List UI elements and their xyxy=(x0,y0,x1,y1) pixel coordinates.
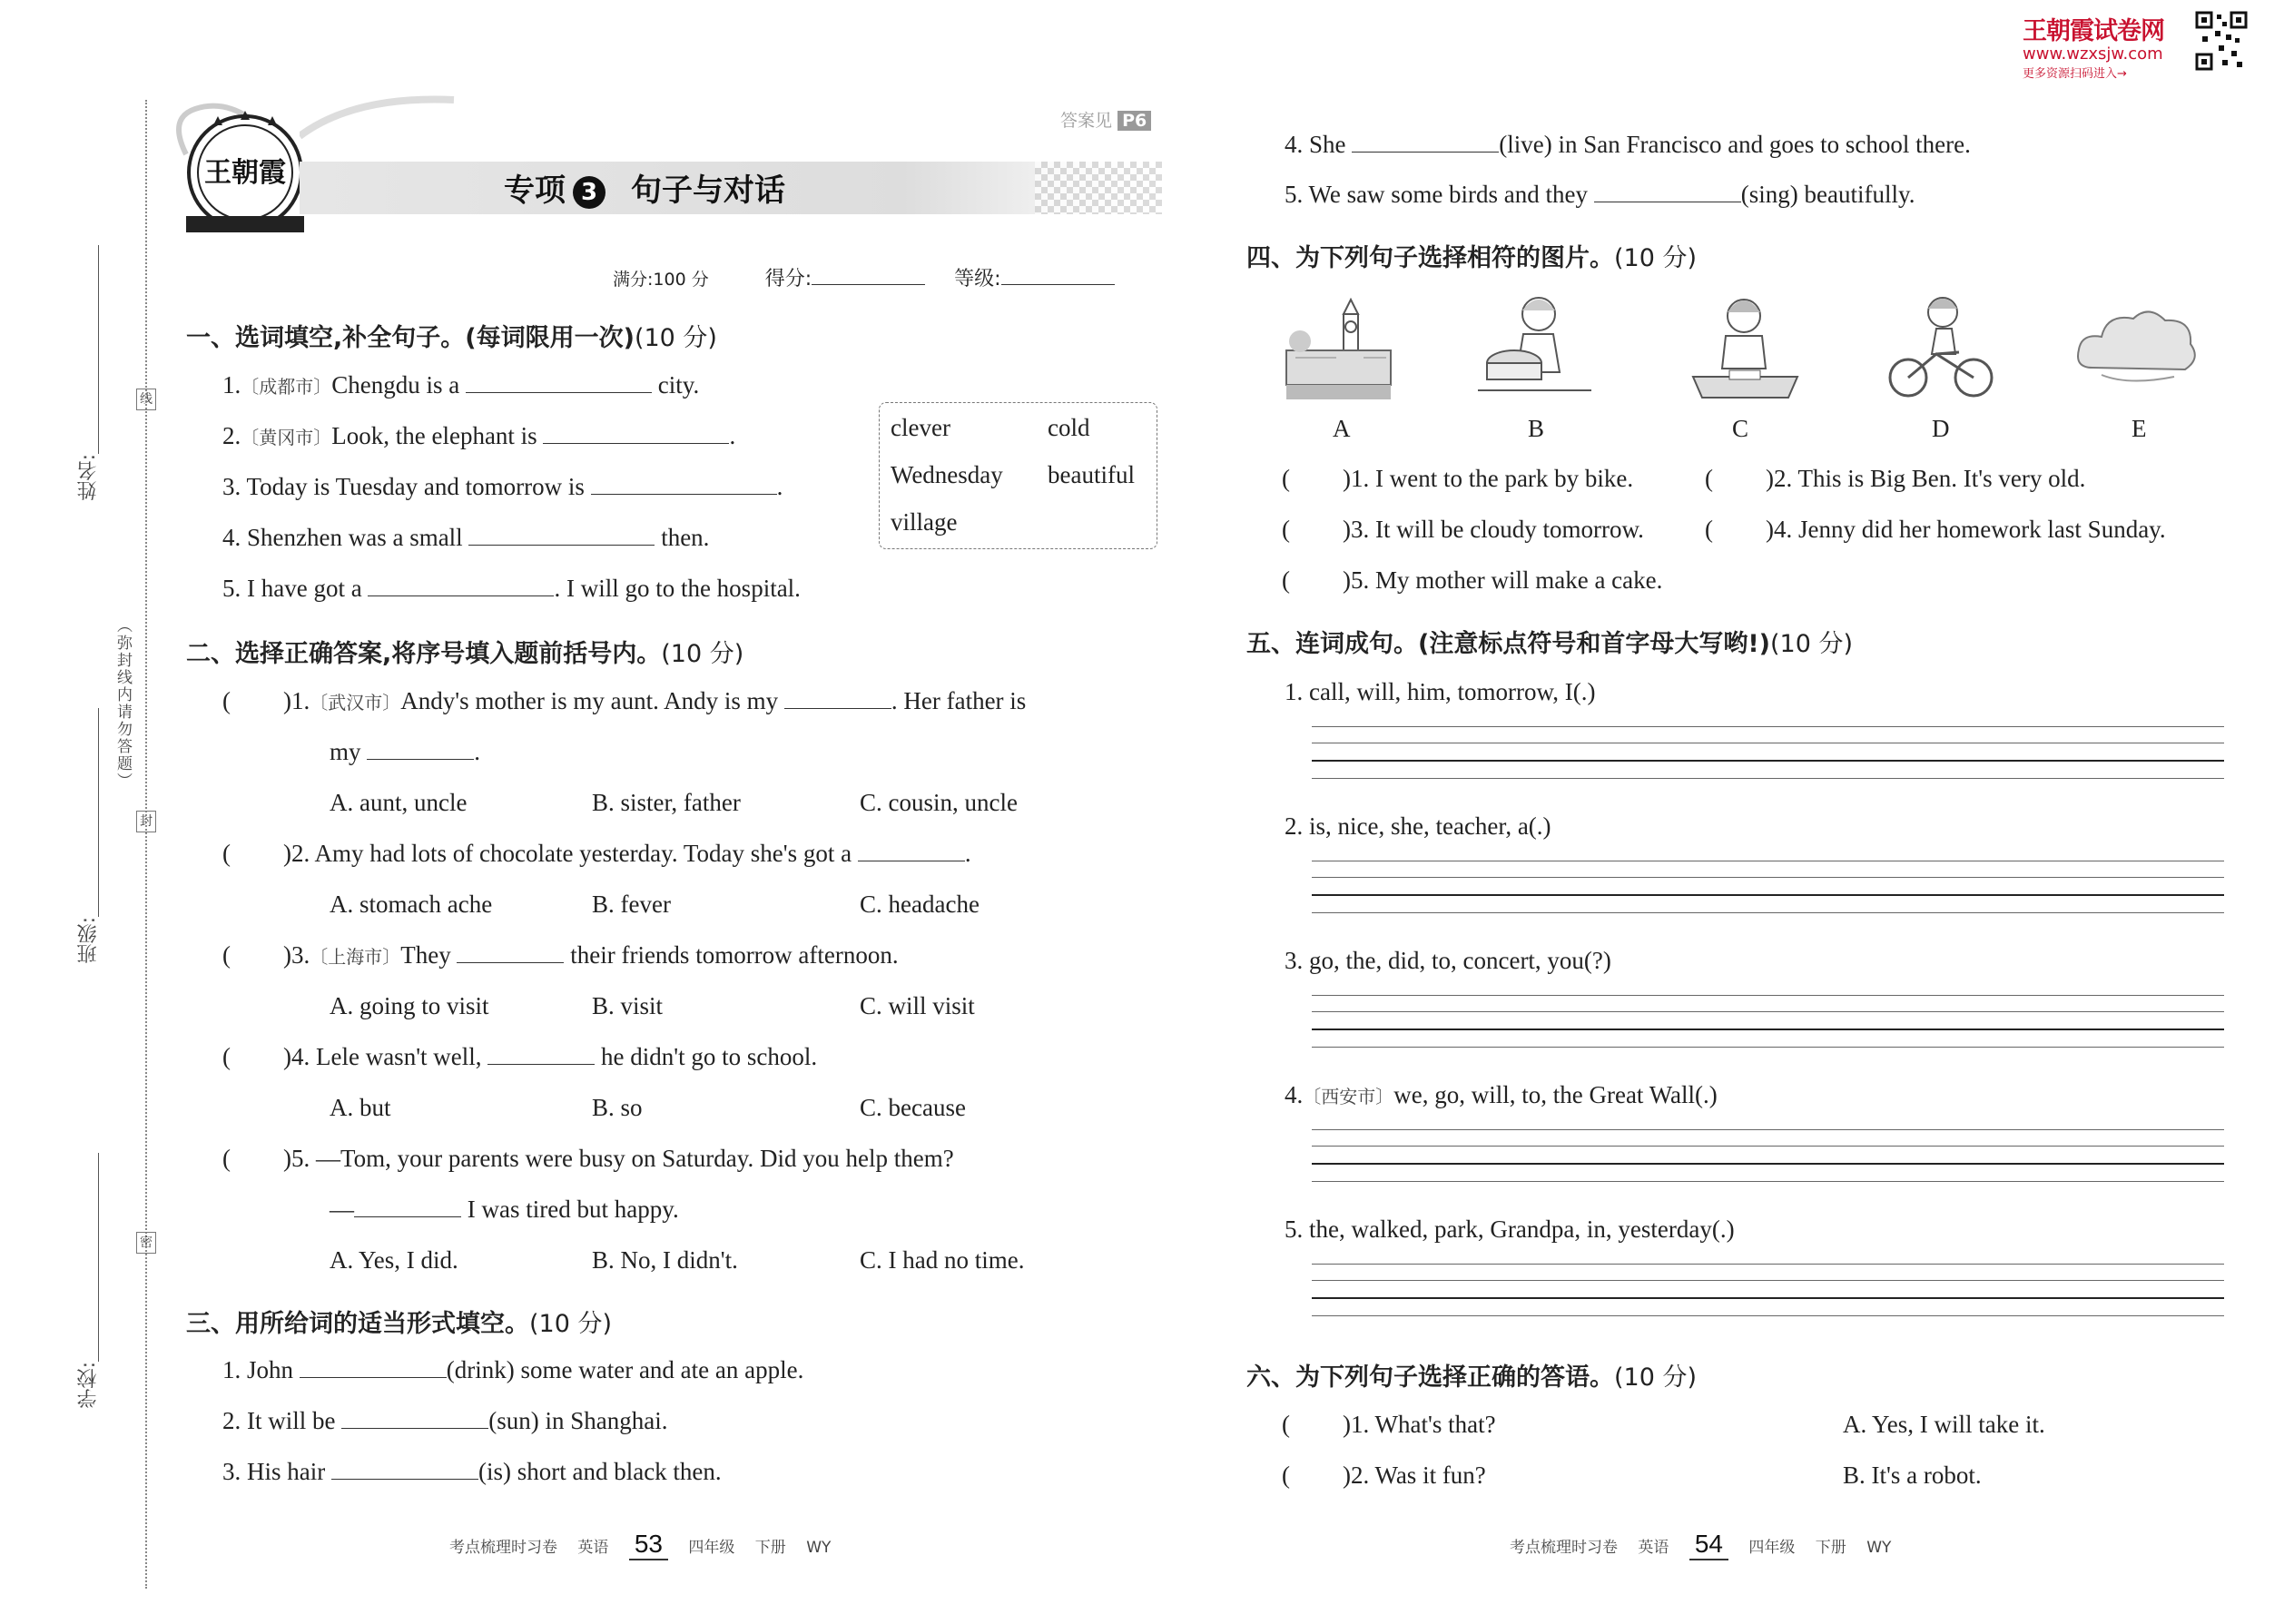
name-line[interactable] xyxy=(98,245,99,454)
s5-q5: 5. the, walked, park, Grandpa, in, yesterday(.) xyxy=(1285,1216,1735,1243)
s1-q1: 1.〔成都市〕Chengdu is a city. xyxy=(222,371,700,399)
site-url: www.wzxsjw.com xyxy=(2023,44,2163,64)
s3-q5: 5. We saw some birds and they (sing) beautifully. xyxy=(1285,181,1915,208)
s1-q2-blank[interactable] xyxy=(543,421,729,444)
s4-q1: ( )1. I went to the park by bike. xyxy=(1282,465,1634,492)
s6-a1: A. Yes, I will take it. xyxy=(1843,1411,2045,1438)
s2-q3-paren[interactable]: ( xyxy=(222,941,231,969)
page-number-right: 54 xyxy=(1689,1530,1728,1560)
seal-mark-line: 线 xyxy=(136,389,156,410)
pic-label-b: B xyxy=(1528,415,1545,442)
s3-q5-blank[interactable] xyxy=(1594,180,1741,202)
word-clever: clever xyxy=(891,414,950,441)
s2-q2-opt-c: C. headache xyxy=(860,891,980,918)
pic-label-c: C xyxy=(1732,415,1749,442)
section6-title: 六、为下列句子选择正确的答语。(10 分) xyxy=(1246,1363,1698,1392)
seal-mark-seal: 封 xyxy=(136,811,156,832)
s1-q5: 5. I have got a . I will go to the hospital. xyxy=(222,575,801,602)
s6-q1-paren[interactable]: ( xyxy=(1282,1411,1290,1438)
footer-left: 考点梳理时习卷 英语 53 四年级 下册 WY xyxy=(449,1530,831,1560)
s2-q3-opt-a: A. going to visit xyxy=(330,992,489,1019)
footer-right: 考点梳理时习卷 英语 54 四年级 下册 WY xyxy=(1510,1530,1891,1560)
title-checker xyxy=(1035,162,1162,214)
score-line: 满分:100 分 得分: 等级: xyxy=(613,263,1115,291)
section2-title: 二、选择正确答案,将序号填入题前括号内。(10 分) xyxy=(186,640,744,668)
s3-q1: 1. John (drink) some water and ate an apple. xyxy=(222,1356,804,1383)
page-number-left: 53 xyxy=(629,1530,668,1560)
s2-q5: ( )5. —Tom, your parents were busy on Saturday. Did you help them? xyxy=(222,1145,954,1172)
grade-field[interactable] xyxy=(1001,266,1115,285)
s4-q5-paren[interactable]: ( xyxy=(1282,566,1290,594)
s1-q3-blank[interactable] xyxy=(591,472,777,495)
s2-q2: ( )2. Amy had lots of chocolate yesterday. Today she's got a . xyxy=(222,840,971,867)
word-beautiful: beautiful xyxy=(1048,461,1135,488)
s3-q1-blank[interactable] xyxy=(300,1355,447,1378)
s2-q2-blank[interactable] xyxy=(858,839,965,861)
s2-q2-opt-b: B. fever xyxy=(592,891,671,918)
s1-q1-blank[interactable] xyxy=(466,370,652,393)
s2-q1-paren[interactable]: ( xyxy=(222,687,231,714)
brand-text: 王朝霞 xyxy=(204,157,286,189)
page-title: 专项 3 句子与对话 xyxy=(504,172,785,209)
s5-q1: 1. call, will, him, tomorrow, I(.) xyxy=(1285,678,1596,705)
s2-q5-blank[interactable] xyxy=(354,1195,461,1217)
answer-page-badge: P6 xyxy=(1117,111,1151,131)
s2-q4-blank[interactable] xyxy=(487,1042,595,1065)
s4-q1-paren[interactable]: ( xyxy=(1282,465,1290,492)
s4-q2: ( )2. This is Big Ben. It's very old. xyxy=(1705,465,2086,492)
s6-a2: B. It's a robot. xyxy=(1843,1462,1982,1489)
word-village: village xyxy=(891,508,958,536)
s4-q3: ( )3. It will be cloudy tomorrow. xyxy=(1282,516,1644,543)
s2-q1-blank2[interactable] xyxy=(367,737,474,760)
s2-q2-paren[interactable]: ( xyxy=(222,840,231,867)
ribbon-decoration xyxy=(300,91,463,150)
school-line[interactable] xyxy=(98,1153,99,1362)
s6-q1: ( )1. What's that? xyxy=(1282,1411,1496,1438)
s2-q1-cont: my . xyxy=(330,738,481,765)
binding-dotted-line xyxy=(145,100,147,1589)
word-wednesday: Wednesday xyxy=(891,461,1003,488)
s2-q1-opt-a: A. aunt, uncle xyxy=(330,789,468,816)
pic-label-d: D xyxy=(1932,415,1950,442)
site-name: 王朝霞试卷网 xyxy=(2023,17,2164,45)
section1-title: 一、选词填空,补全句子。(每词限用一次)(10 分) xyxy=(186,324,717,352)
word-box xyxy=(879,402,1157,549)
title-number: 3 xyxy=(573,176,605,209)
s2-q4-opt-c: C. because xyxy=(860,1094,966,1121)
s2-q3-opt-b: B. visit xyxy=(592,992,664,1019)
s5-q2: 2. is, nice, she, teacher, a(.) xyxy=(1285,812,1551,840)
s2-q5-cont: — I was tired but happy. xyxy=(330,1196,679,1223)
s2-q3-opt-c: C. will visit xyxy=(860,992,975,1019)
girl-homework-icon xyxy=(1684,290,1807,407)
s4-q4-paren[interactable]: ( xyxy=(1705,516,1713,543)
s2-q4-paren[interactable]: ( xyxy=(222,1043,231,1070)
s1-q5-blank[interactable] xyxy=(368,574,554,596)
s2-q5-opt-c: C. I had no time. xyxy=(860,1246,1025,1274)
s2-q1-blank1[interactable] xyxy=(784,686,891,709)
s2-q5-paren[interactable]: ( xyxy=(222,1145,231,1172)
seal-note: （弥封线内请勿答题） xyxy=(113,617,132,790)
girl-bike-icon xyxy=(1886,290,1995,407)
s1-q4-blank[interactable] xyxy=(468,523,655,546)
pic-label-a: A xyxy=(1333,415,1351,442)
girl-cake-icon xyxy=(1473,290,1596,407)
s2-q5-opt-a: A. Yes, I did. xyxy=(330,1246,458,1274)
s4-q2-paren[interactable]: ( xyxy=(1705,465,1713,492)
brand-logo xyxy=(168,100,304,236)
section3-title: 三、用所给词的适当形式填空。(10 分) xyxy=(186,1310,613,1338)
pic-label-e: E xyxy=(2132,415,2147,442)
s2-q4: ( )4. Lele wasn't well, he didn't go to school. xyxy=(222,1043,818,1070)
s5-q3: 3. go, the, did, to, concert, you(?) xyxy=(1285,947,1611,974)
name-label: 姓名: xyxy=(77,454,100,501)
class-line[interactable] xyxy=(98,708,99,917)
s2-q3: ( )3.〔上海市〕They their friends tomorrow afternoon. xyxy=(222,941,899,969)
s2-q4-opt-b: B. so xyxy=(592,1094,643,1121)
s2-q1-opt-b: B. sister, father xyxy=(592,789,741,816)
word-cold: cold xyxy=(1048,414,1090,441)
s1-q3: 3. Today is Tuesday and tomorrow is . xyxy=(222,473,783,500)
score-field[interactable] xyxy=(812,266,925,285)
s2-q1-opt-c: C. cousin, uncle xyxy=(860,789,1018,816)
s2-q3-blank[interactable] xyxy=(457,940,564,963)
s3-q3-blank[interactable] xyxy=(331,1457,478,1480)
s2-q1: ( )1.〔武汉市〕Andy's mother is my aunt. Andy is my . Her father is xyxy=(222,687,1027,714)
s6-q2: ( )2. Was it fun? xyxy=(1282,1462,1486,1489)
qr-code-icon[interactable] xyxy=(2195,11,2248,71)
s3-q4: 4. She (live) in San Francisco and goes to school there. xyxy=(1285,131,1971,158)
s1-q2: 2.〔黄冈市〕Look, the elephant is . xyxy=(222,422,736,449)
s2-q4-opt-a: A. but xyxy=(330,1094,391,1121)
section5-title: 五、连词成句。(注意标点符号和首字母大写哟!)(10 分) xyxy=(1246,630,1854,658)
section4-title: 四、为下列句子选择相符的图片。(10 分) xyxy=(1246,244,1698,272)
seal-mark-dense: 密 xyxy=(136,1232,156,1254)
s4-q5: ( )5. My mother will make a cake. xyxy=(1282,566,1663,594)
s2-q5-opt-b: B. No, I didn't. xyxy=(592,1246,738,1274)
s4-q3-paren[interactable]: ( xyxy=(1282,516,1290,543)
s6-q2-paren[interactable]: ( xyxy=(1282,1462,1290,1489)
answer-ref: 答案见 P6 xyxy=(1060,107,1151,132)
site-logo[interactable] xyxy=(2023,11,2213,81)
s3-q2-blank[interactable] xyxy=(341,1406,488,1429)
s3-q4-blank[interactable] xyxy=(1352,130,1499,153)
s2-q2-opt-a: A. stomach ache xyxy=(330,891,493,918)
s3-q2: 2. It will be (sun) in Shanghai. xyxy=(222,1407,668,1434)
s5-q4: 4.〔西安市〕we, go, will, to, the Great Wall(.) xyxy=(1285,1081,1718,1108)
s1-q4: 4. Shenzhen was a small then. xyxy=(222,524,710,551)
school-label: 学校: xyxy=(77,1362,100,1409)
s4-q4: ( )4. Jenny did her homework last Sunday. xyxy=(1705,516,2166,543)
class-label: 班级: xyxy=(77,917,100,964)
site-sub: 更多资源扫码进入→ xyxy=(2023,67,2127,81)
big-ben-icon xyxy=(1282,298,1395,407)
cloud-icon xyxy=(2074,304,2201,395)
s3-q3: 3. His hair (is) short and black then. xyxy=(222,1458,722,1485)
